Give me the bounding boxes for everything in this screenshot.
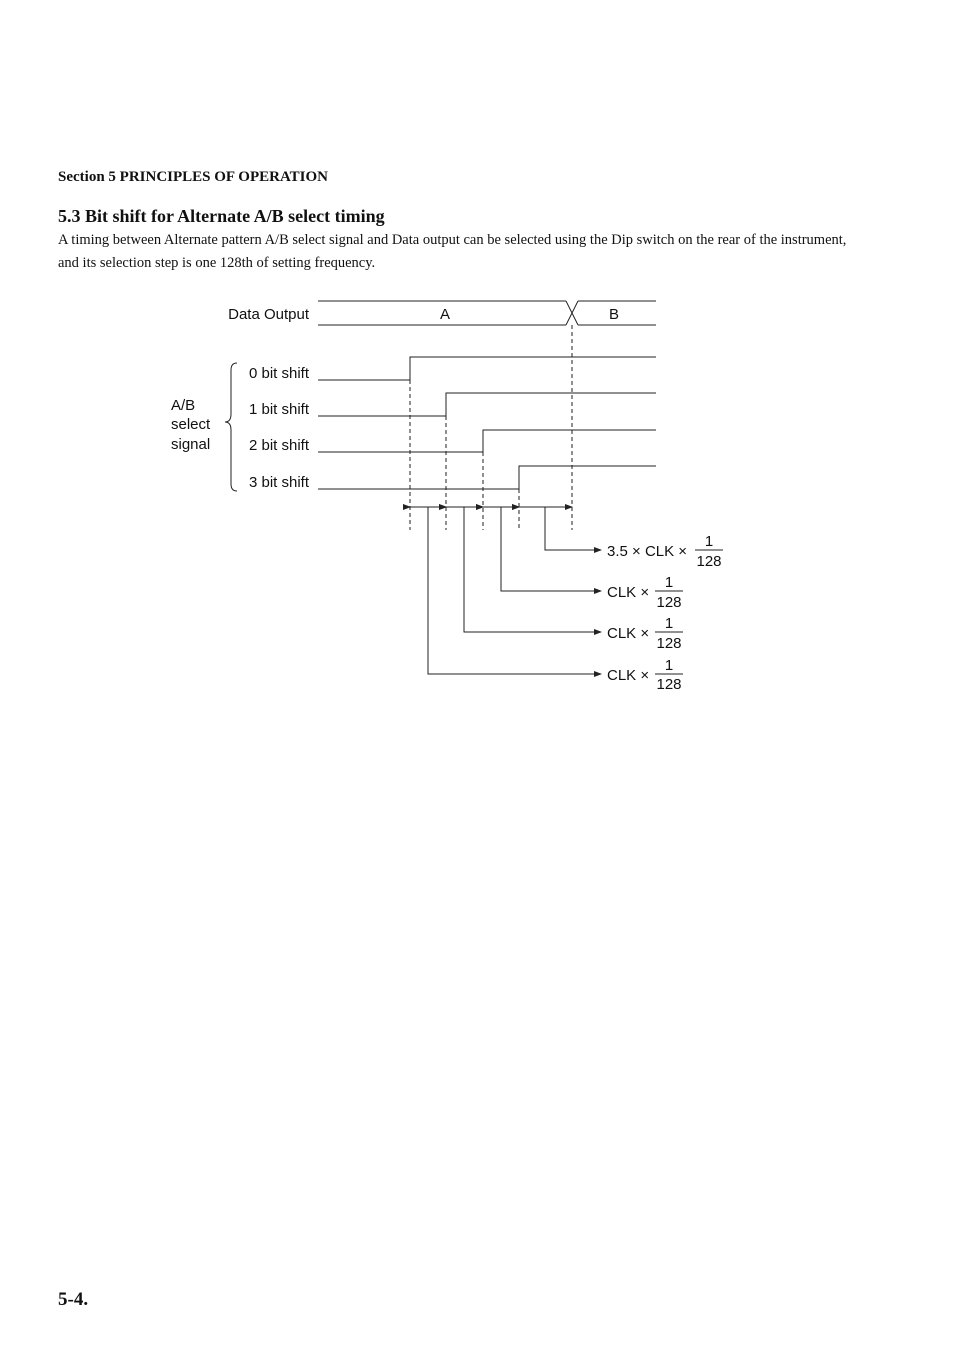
group-label-line-3: signal [171,436,211,453]
leader-line-clk-2 [464,507,601,632]
interval-label-2-numerator: 1 [664,615,674,632]
interval-label-1-denominator: 128 [656,594,682,611]
interval-label-0-numerator: 1 [704,533,714,550]
group-label-line-2: select [171,416,211,433]
waveform-3-bit-shift [318,466,656,489]
signal-label-1: 1 bit shift [248,401,309,418]
signal-label-3: 3 bit shift [248,474,309,491]
interval-label-2-denominator: 128 [656,635,682,652]
segment-a-label: A [439,306,451,323]
interval-label-0-prefix: 3.5 × CLK × [607,543,688,560]
interval-label-3-prefix: CLK × [607,667,650,684]
signal-group-brace [225,363,237,491]
segment-b-label: B [608,306,620,323]
section-header: Section 5 PRINCIPLES OF OPERATION [58,169,329,185]
group-label-line-1: A/B [171,397,196,414]
interval-label-1-numerator: 1 [664,574,674,591]
signal-label-2: 2 bit shift [248,437,309,454]
data-output-bus [318,301,656,325]
subsection-title: 5.3 Bit shift for Alternate A/B select timing [58,206,385,226]
interval-label-0-denominator: 128 [696,553,722,570]
waveform-2-bit-shift [318,430,656,452]
leader-line-3p5clk [545,507,601,550]
body-paragraph: A timing between Alternate pattern A/B select signal and Data output can be selected using the Dip switch on the rear of the instrument, and its selection step is one 128th of setting frequency. [58,232,847,271]
interval-label-3-denominator: 128 [656,676,682,693]
signal-label-0: 0 bit shift [248,365,309,382]
page-number: 5-4. [58,1289,89,1310]
interval-label-2-prefix: CLK × [607,625,650,642]
data-output-label: Data Output [228,306,309,323]
waveform-1-bit-shift [318,393,656,416]
leader-line-clk-1 [501,507,601,591]
interval-label-3-numerator: 1 [664,657,674,674]
interval-label-1-prefix: CLK × [607,584,650,601]
waveform-0-bit-shift [318,357,656,380]
